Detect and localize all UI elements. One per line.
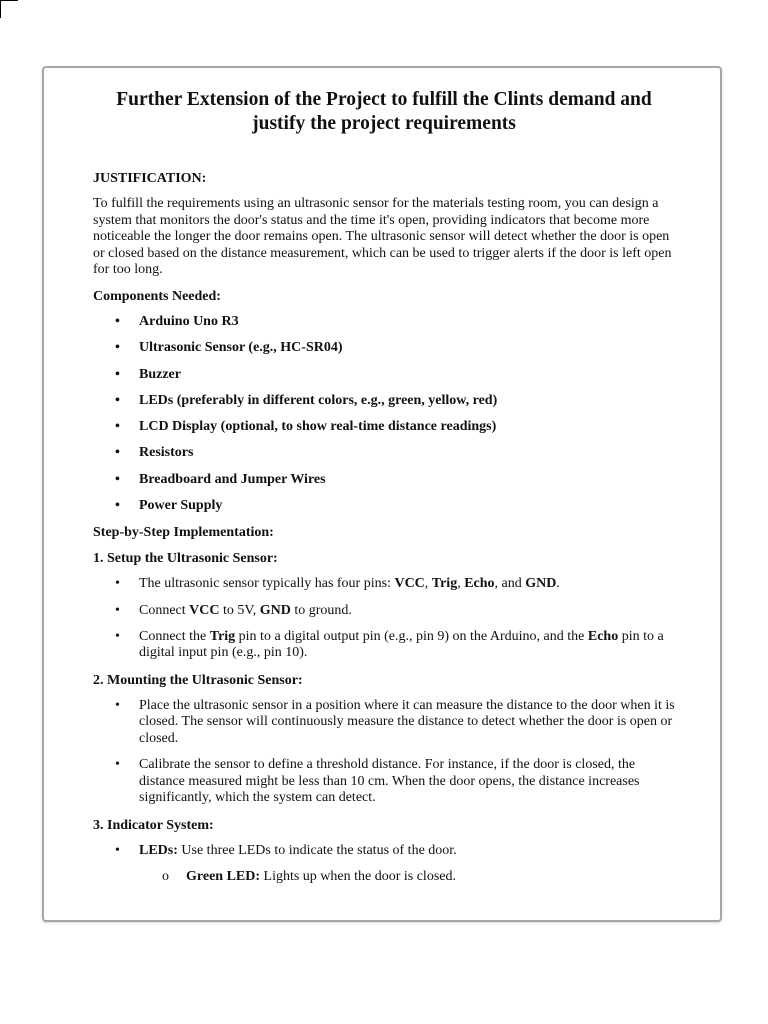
- component-label: Power Supply: [139, 497, 223, 513]
- list-item: [93, 757, 675, 807]
- list-item: [93, 869, 675, 886]
- justification-heading: JUSTIFICATION:: [93, 171, 207, 186]
- text-run: ,: [424, 576, 432, 592]
- step3-list: [93, 843, 675, 860]
- list-item: [93, 603, 675, 620]
- step3-heading: 3. Indicator System:: [93, 817, 214, 833]
- pin-trig: Trig: [431, 576, 458, 592]
- text-run: Lights up when the door is closed.: [260, 868, 456, 884]
- component-label: LCD Display (optional, to show real-time distance readings): [139, 419, 497, 435]
- justification-paragraph: To fulfill the requirements using an ultrasonic sensor for the materials testing room, you can design a system that monitors the door's status and the time it's open, providing indicators that become more noticeable the longer the door remains open. The ultrasonic sensor will detect whether the door is open or closed based on the distance measurement, which can be used to trigger alerts if the door is left open for too long.: [93, 196, 672, 278]
- page-corner-mark: [0, 0, 18, 18]
- list-item: [93, 698, 675, 748]
- list-item: [93, 367, 675, 384]
- implementation-heading: Step-by-Step Implementation:: [93, 525, 274, 541]
- document-title: Further Extension of the Project to fulfill the Clints demand and justify the project requirements: [116, 89, 652, 134]
- pin-trig: Trig: [209, 628, 236, 644]
- text-run: pin to a digital input pin (e.g., pin 10).: [139, 628, 664, 661]
- list-item: [93, 843, 675, 860]
- bullet-icon: •: [115, 366, 120, 382]
- step1-list: [93, 576, 675, 662]
- text-run: to 5V,: [219, 602, 260, 618]
- pin-vcc: VCC: [189, 602, 220, 618]
- list-item: [93, 314, 675, 331]
- pin-gnd: GND: [525, 576, 557, 592]
- list-item: [93, 629, 675, 662]
- bullet-icon: •: [115, 576, 120, 592]
- list-item: [93, 340, 675, 357]
- text-run: Connect: [139, 602, 190, 618]
- component-label: Breadboard and Jumper Wires: [139, 471, 326, 487]
- document-frame: [42, 66, 722, 922]
- list-item: [93, 576, 675, 593]
- components-heading: Components Needed:: [93, 288, 221, 304]
- leds-label: LEDs:: [139, 842, 178, 858]
- text-run: .: [556, 576, 560, 592]
- bullet-icon: •: [115, 471, 120, 487]
- text-run: to ground.: [290, 602, 352, 618]
- bullet-icon: •: [115, 445, 120, 461]
- bullet-icon: •: [115, 757, 120, 773]
- list-item: [93, 498, 675, 515]
- document-content: [93, 88, 675, 894]
- bullet-icon: •: [115, 697, 120, 713]
- text-run: Use three LEDs to indicate the status of the door.: [177, 842, 457, 858]
- components-list: [93, 314, 675, 515]
- bullet-icon: •: [115, 313, 120, 329]
- step2-heading: 2. Mounting the Ultrasonic Sensor:: [93, 672, 303, 688]
- pin-echo: Echo: [587, 628, 619, 644]
- bullet-icon: •: [115, 842, 120, 858]
- text-run: Calibrate the sensor to define a threshold distance. For instance, if the door is closed, the distance measured might be less than 10 cm. When the door opens, the distance increases significantly, which the system can detect.: [139, 757, 640, 806]
- pin-vcc: VCC: [394, 576, 425, 592]
- list-item: [93, 472, 675, 489]
- bullet-icon: •: [115, 628, 120, 644]
- green-led-label: Green LED:: [186, 868, 261, 884]
- text-run: Connect the: [139, 628, 210, 644]
- led-sublist: [93, 869, 675, 886]
- bullet-icon: •: [115, 340, 120, 356]
- step1-heading: 1. Setup the Ultrasonic Sensor:: [93, 551, 278, 567]
- bullet-icon: •: [115, 497, 120, 513]
- component-label: Ultrasonic Sensor (e.g., HC-SR04): [139, 340, 343, 356]
- list-item: [93, 393, 675, 410]
- text-run: ,: [457, 576, 465, 592]
- component-label: LEDs (preferably in different colors, e.g., green, yellow, red): [139, 392, 498, 408]
- bullet-icon: •: [115, 602, 120, 618]
- component-label: Arduino Uno R3: [139, 313, 239, 329]
- text-run: pin to a digital output pin (e.g., pin 9) on the Arduino, and the: [235, 628, 588, 644]
- bullet-icon: •: [115, 419, 120, 435]
- list-item: [93, 419, 675, 436]
- pin-gnd: GND: [259, 602, 291, 618]
- text-run: The ultrasonic sensor typically has four pins:: [139, 576, 395, 592]
- list-item: [93, 445, 675, 462]
- bullet-icon: •: [115, 392, 120, 408]
- pin-echo: Echo: [464, 576, 495, 592]
- text-run: , and: [494, 576, 526, 592]
- component-label: Buzzer: [139, 366, 181, 382]
- circle-bullet-icon: o: [162, 868, 169, 884]
- text-run: Place the ultrasonic sensor in a position where it can measure the distance to the door when it is closed. The sensor will continuously measure the distance to detect whether the door is open or closed.: [139, 697, 675, 746]
- step2-list: [93, 698, 675, 807]
- component-label: Resistors: [139, 445, 194, 461]
